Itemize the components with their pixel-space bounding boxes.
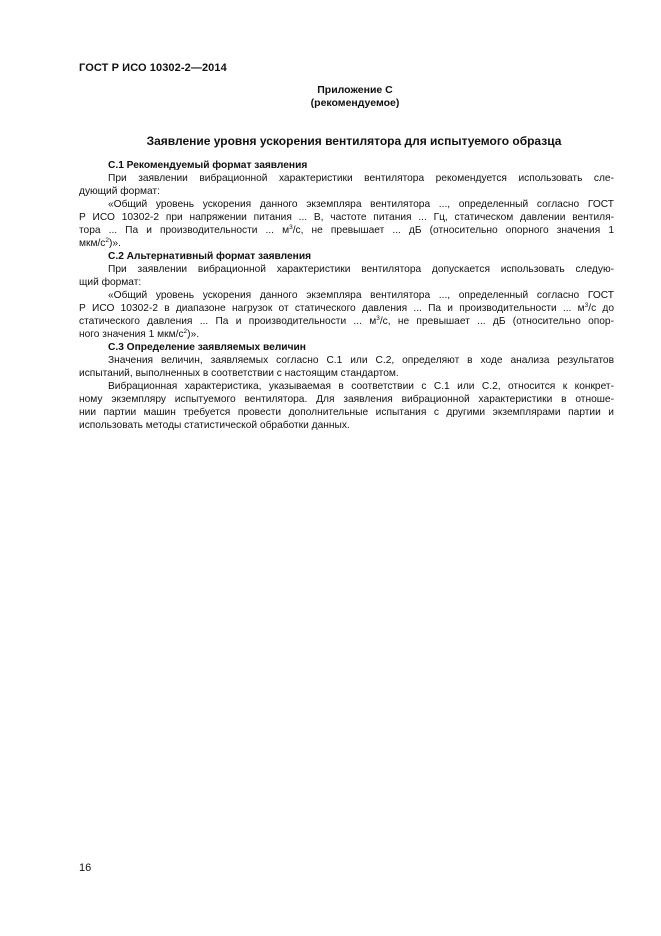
paragraph-line: «Общий уровень ускорения данного экземпляра вентилятора ..., определенный согласно ГОСТ: [108, 290, 614, 301]
paragraph-line: [79, 224, 614, 237]
superscript: 3: [289, 224, 293, 231]
paragraph-line: [79, 315, 614, 328]
annex-label: Приложение С: [317, 84, 393, 96]
paragraph-line: щий формат:: [79, 277, 142, 288]
paragraph-line: При заявлении вибрационной характеристики вентилятора допускается использовать следую-: [108, 264, 614, 275]
annex-header: [240, 84, 470, 110]
paragraph-line: Вибрационная характеристика, указываемая в соответствии с С.1 или С.2, относится к конкрет-: [108, 381, 614, 392]
annex-status: (рекомендуемое): [310, 97, 400, 109]
text-fragment: статического давления ... Па и производительности ... м: [79, 316, 377, 327]
section-c1-heading: С.1 Рекомендуемый формат заявления: [108, 160, 308, 171]
text-fragment: Р ИСО 10302-2 в диапазоне нагрузок от статического давления ... Па и производительности ... м: [79, 303, 585, 314]
text-fragment: мкм/с: [79, 238, 106, 249]
text-fragment: )».: [187, 329, 200, 340]
paragraph-line: [79, 328, 614, 341]
paragraph-line: «Общий уровень ускорения данного экземпляра вентилятора ..., определенный согласно ГОСТ: [108, 199, 614, 210]
paragraph-line: нии партии машин требуется провести дополнительные испытания с другими экземплярами партии и: [79, 407, 614, 418]
document-body: [79, 159, 614, 432]
text-fragment: /с до: [588, 303, 614, 314]
section-c3-heading: С.3 Определение заявляемых величин: [108, 342, 306, 353]
text-fragment: /с, не превышает ... дБ (относительно опор-: [379, 316, 614, 327]
paragraph-line: При заявлении вибрационной характеристики вентилятора рекомендуется использовать сле-: [108, 173, 614, 184]
paragraph-line: Р ИСО 10302-2 при напряжении питания ... В, частоте питания ... Гц, статическом давлении вентиля-: [79, 212, 614, 223]
superscript: 3: [376, 315, 380, 322]
paragraph-line: ному экземпляру испытуемого вентилятора. Для заявления вибрационной характеристики в отноше-: [79, 394, 614, 405]
superscript: 2: [183, 328, 188, 335]
paragraph-line: [79, 237, 614, 250]
annex-title: Заявление уровня ускорения вентилятора для испытуемого образца: [146, 134, 562, 148]
text-fragment: тора ... Па и производительности ... м: [79, 225, 290, 236]
page-number: 16: [79, 862, 92, 874]
text-fragment: ного значения 1 мкм/с: [79, 329, 184, 340]
paragraph-line: использовать методы статистической обработки данных.: [79, 420, 350, 431]
text-fragment: /с, не превышает ... дБ (относительно опорного значения 1: [292, 225, 614, 236]
section-c2-heading: С.2 Альтернативный формат заявления: [108, 251, 312, 262]
paragraph-line: дующий формат:: [79, 186, 160, 197]
superscript: 3: [584, 302, 589, 309]
document-code: ГОСТ Р ИСО 10302-2—2014: [79, 62, 227, 74]
text-fragment: )».: [109, 238, 121, 249]
superscript: 2: [105, 237, 110, 244]
paragraph-line: испытаний, выполненных в соответствии с настоящим стандартом.: [79, 368, 399, 379]
paragraph-line: [79, 302, 614, 315]
paragraph-line: Значения величин, заявляемых согласно С.1 или С.2, определяют в ходе анализа результатов: [108, 355, 614, 366]
